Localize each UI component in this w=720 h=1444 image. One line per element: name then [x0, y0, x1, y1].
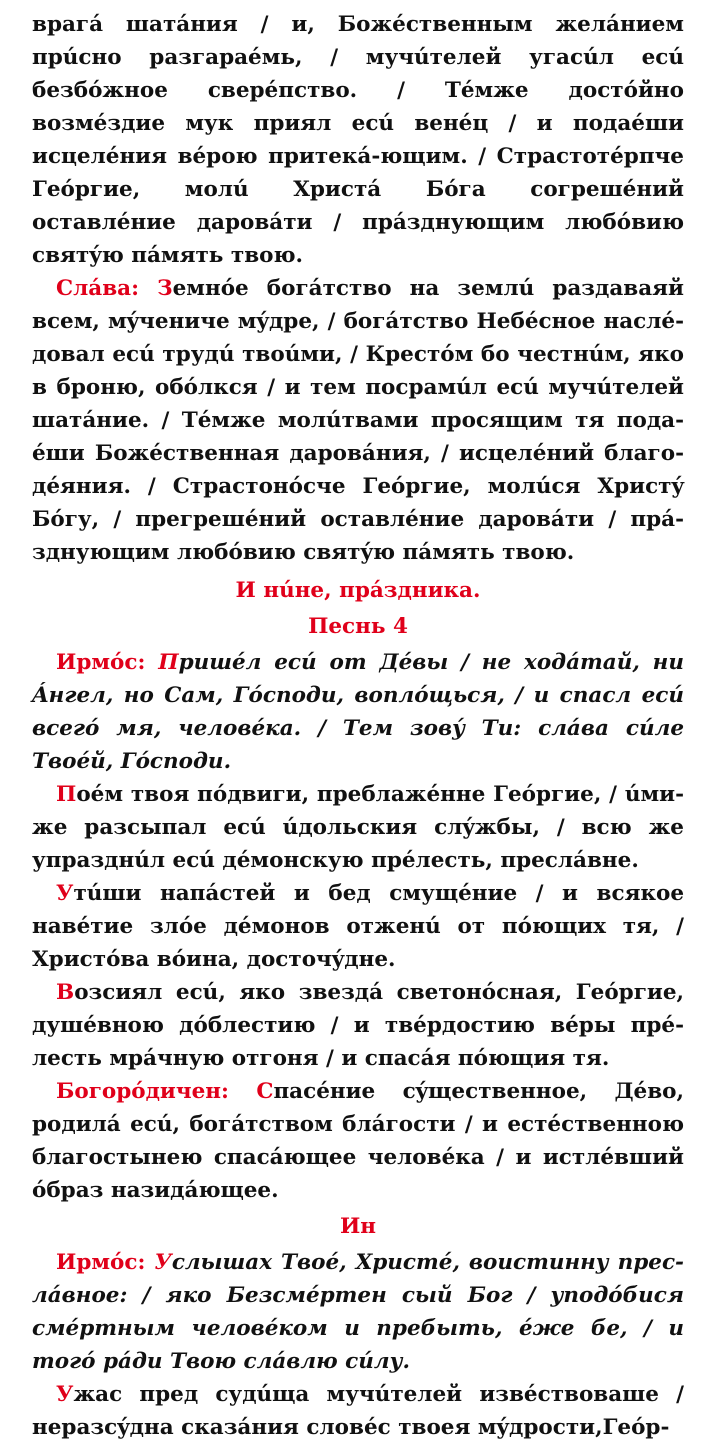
slava-paragraph	[32, 272, 684, 569]
irmos-text: ришéл есú от Дéвы / не ходáтай, ни Áнгел, но Сам, Гóсподи, воплóщься, / и спасл есú всегó мя, человéка. / Тем зовý Ти: слáва сúле Твоéй, Гóсподи.	[32, 650, 684, 774]
heading-pesn: Песнь 4	[308, 614, 408, 639]
troparion-paragraph	[32, 778, 684, 877]
irmos-label: Ирмóс:	[56, 650, 159, 675]
bogorodichen-text: пасéние сýщественное, Дéво, родилá есú, богáтством блáгости / и естéственною благостынею спасáющее человéка / и истлéвший óбраз назидáющее.	[32, 1079, 684, 1203]
drop-initial: С	[256, 1079, 274, 1104]
troparion-text: тúши напáстей и бед смущéние / и всякое навéтие злóе дéмонов отженú от пóющих тя, / Христóва вóина, досточýдне.	[32, 881, 684, 972]
irmos-label: Ирмóс:	[56, 1250, 155, 1275]
drop-initial: З	[157, 276, 173, 301]
troparion-text: озсиял есú, яко звездá светонóсная, Геóргие, душéвною дóблестию / и твéрдостию вéры прé-лесть мрáчную отгоня / и спасáя пóющия тя.	[32, 980, 684, 1071]
slava-label: Слáва:	[56, 276, 158, 301]
irmos-paragraph	[32, 1246, 684, 1378]
drop-initial: У	[154, 1250, 172, 1275]
bogorodichen-label: Богорóдичен:	[56, 1079, 257, 1104]
troparion-text: оéм твоя пóдвиги, преблажéнне Геóргие, / úми-же разсыпал есú úдольския слýжбы, / всю же упразднúл есú дéмонскую прéлесть, преслáвне.	[32, 782, 684, 873]
slava-text: емнóе богáтство на землú раздаваяй всем, мýчениче мýдре, / богáтство Небéсное наслé-довал есú трудú твоúми, / Крестóм бо честнúм, яко в броню, обóлкся / и тем посрамúл есú мучúтелей шатáние. / Тéмже молúтвами просящим тя пода-éши Божéственная даровáния, / исцелéний благо-дéяния. / Страстонóсче Геóргие, молúся Христý Бóгу, / прегрешéний оставлéние даровáти / прá-зднующим любóвию святýю пáмять твою.	[32, 276, 684, 565]
heading-in: Ин	[339, 1214, 377, 1239]
drop-initial: П	[158, 650, 179, 675]
troparion-text: жас пред судúща мучúтелей извéствоваше / неразсýдна сказáния словéс твоея мýдрости,Геóр-	[32, 1382, 684, 1440]
drop-initial: П	[56, 782, 77, 807]
troparion-paragraph	[32, 877, 684, 976]
heading-nyne: И нúне, прáздника.	[235, 578, 481, 603]
troparion-paragraph	[32, 1378, 684, 1444]
drop-initial: У	[56, 881, 74, 906]
drop-initial: У	[56, 1382, 74, 1407]
drop-initial: В	[56, 980, 75, 1005]
document-page	[32, 8, 684, 1444]
bogorodichen-paragraph	[32, 1075, 684, 1207]
irmos-paragraph	[32, 646, 684, 778]
troparion-paragraph	[32, 976, 684, 1075]
irmos-text: слышах Твоé, Христé, вoистинну прес-лáвное: / яко Безсмéртен сый Бог / уподóбися смéртным человéком и пребыть, éже бе, / и тогó рáди Твою слáвлю сúлу.	[32, 1250, 684, 1374]
paragraph-continuation: врагá шатáния / и, Божéственным желáнием прúсно разгараéмь, / мучúтелей угасúл есú безбóжное сверéпство. / Тéмже достóйно возмéздие мук приял есú венéц / и подаéши исцелéния вéрою притекá-ющим. / Страстотéрпче Геóргие, молú Христá Бóга согрешéний оставлéние даровáти / прáзднующим любóвию святýю пáмять твою.	[32, 12, 684, 268]
